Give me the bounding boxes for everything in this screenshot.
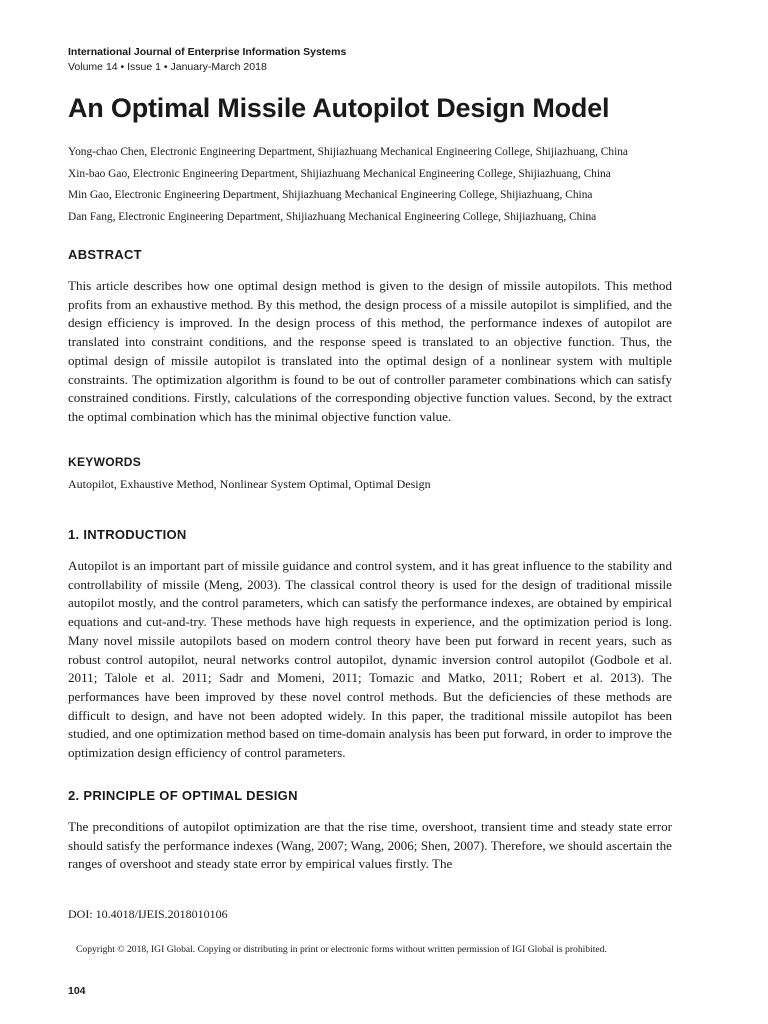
paper-title: An Optimal Missile Autopilot Design Model — [68, 93, 610, 123]
principle-text: The preconditions of autopilot optimization are that the rise time, overshoot, transient time and steady state error should satisfy the performance indexes (Wang, 2007; Wang, 2006; Shen, 2007). Therefore, we should ascertain the ranges of overshoot and steady state error by empirical values firstly. The — [68, 819, 672, 872]
keywords-text: Autopilot, Exhaustive Method, Nonlinear System Optimal, Optimal Design — [68, 477, 431, 491]
author-affiliation: Yong-chao Chen, Electronic Engineering Department, Shijiazhuang Mechanical Engineering College, Shijiazhuang, China — [68, 146, 628, 158]
journal-name: International Journal of Enterprise Information Systems — [68, 46, 347, 58]
doi: DOI: 10.4018/IJEIS.2018010106 — [68, 907, 228, 921]
principle-heading: 2. PRINCIPLE OF OPTIMAL DESIGN — [68, 788, 298, 803]
journal-issue: Volume 14 • Issue 1 • January-March 2018 — [68, 61, 267, 73]
abstract-text: This article describes how one optimal design method is given to the design of missile autopilots. This method profits from an exhaustive method. By this method, the design process of a missile autopilot is simplified, and the design efficiency is improved. In the design process of this method, the performance indexes of autopilot are translated into constraint conditions, and the response speed is translated to an objective function. Thus, the optimal design of missile autopilot is translated into the optimal design of a nonlinear system with multiple constraints. The optimization algorithm is found to be out of controller parameter combinations which can satisfy constrained conditions. Firstly, calculations of the corresponding objective function values. Second, by the extract the optimal combination which has the minimal objective function value. — [68, 278, 672, 424]
paper-page — [68, 0, 672, 1024]
author-list — [68, 142, 688, 228]
keywords-heading: KEYWORDS — [68, 455, 142, 469]
introduction-heading: 1. INTRODUCTION — [68, 527, 187, 542]
copyright-notice: Copyright © 2018, IGI Global. Copying or distributing in print or electronic forms without written permission of IGI Global is prohibited. — [76, 944, 607, 955]
author-affiliation: Dan Fang, Electronic Engineering Department, Shijiazhuang Mechanical Engineering College, Shijiazhuang, China — [68, 210, 597, 223]
page-number: 104 — [68, 985, 86, 997]
author-affiliation: Xin-bao Gao, Electronic Engineering Department, Shijiazhuang Mechanical Engineering College, Shijiazhuang, China — [68, 167, 611, 180]
abstract-heading: ABSTRACT — [68, 247, 142, 262]
author-affiliation: Min Gao, Electronic Engineering Department, Shijiazhuang Mechanical Engineering College, Shijiazhuang, China — [68, 189, 593, 201]
introduction-text: Autopilot is an important part of missile guidance and control system, and it has great influence to the stability and controllability of missile (Meng, 2003). The classical control theory is used for the design of traditional missile autopilot mostly, and the control parameters, which can satisfy the performance indexes, are obtained by empirical equations and cut-and-try. These methods have high requests in experience, and the optimization period is long. Many novel missile autopilots based on modern control theory have been put forward in recent years, such as robust control autopilot, neural networks control autopilot, dynamic inversion control autopilot (Godbole et al. 2011; Talole et al. 2011; Sadr and Momeni, 2011; Tomazic and Matko, 2011; Robert et al. 2013). The performances have been improved by these novel control methods. But the deficiencies of these methods are difficult to design, and have not been adopted widely. In this paper, the traditional missile autopilot has been studied, and one optimization method based on time-domain analysis has been put forward, in order to improve the optimization design efficiency of control parameters. — [68, 558, 672, 761]
